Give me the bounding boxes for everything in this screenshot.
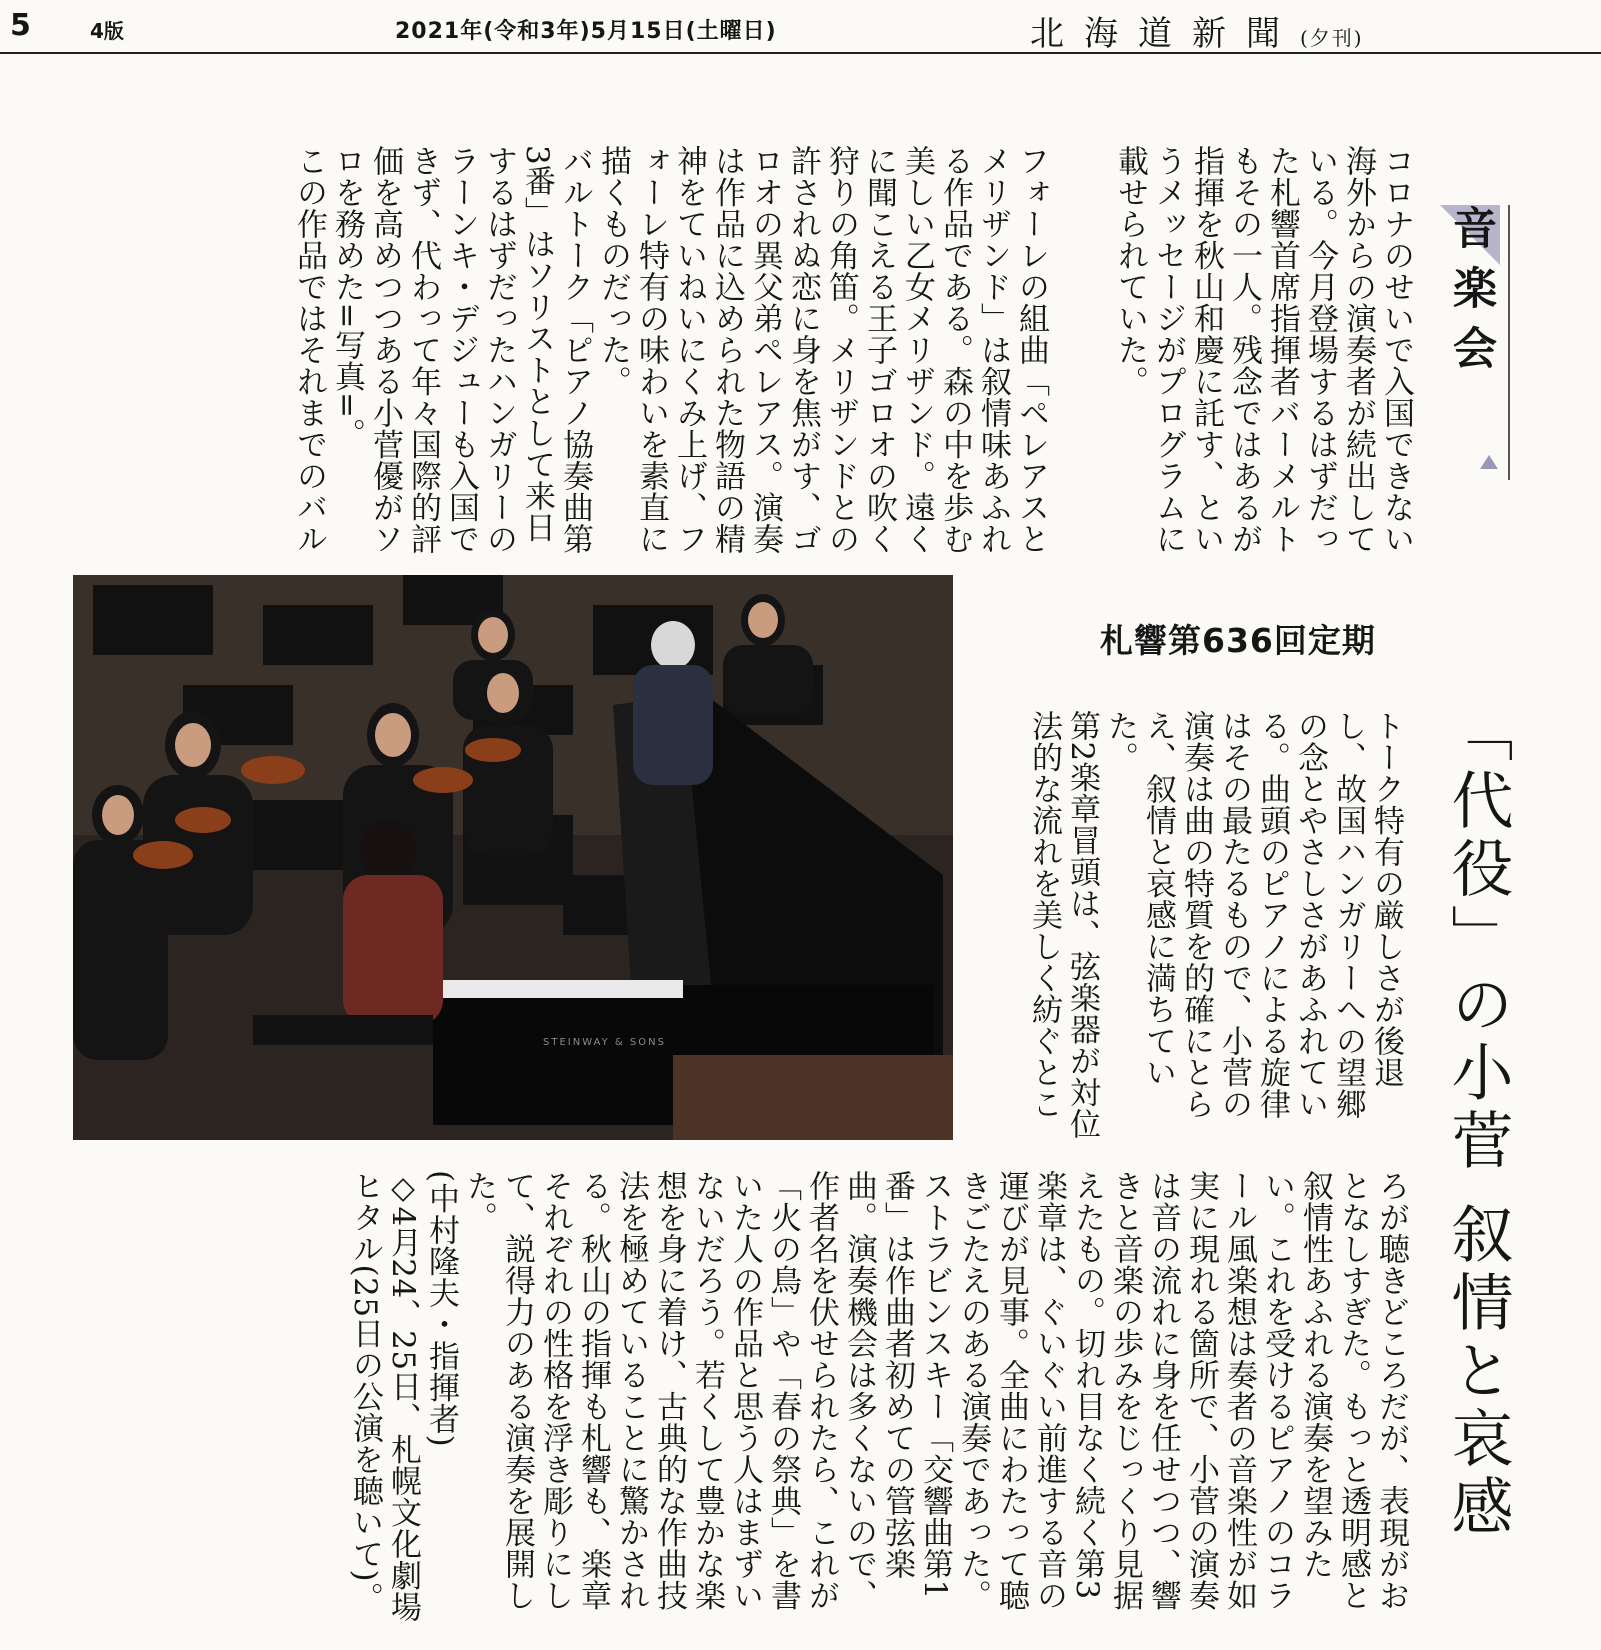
- edition-label: 4版: [90, 19, 124, 43]
- article-column-3: [965, 710, 1405, 1150]
- paragraph-7: ろが聴きどころだが、表現がおとなしすぎた。もっと透明感と叙情性あふれる演奏を望みたい。これを受けるピアノのコラール風楽想は奏者の音楽性が如実に現れる箇所で、小菅の演奏は音の流れに身を任せつつ、響きと音楽の歩みをじっくり見据えたもの。切れ目なく続く第3楽章は、ぐいぐい前進する音の運びが見事。全曲にわたって聴きごたえのある演奏であった。: [955, 1170, 1409, 1611]
- masthead: [0, 0, 1601, 54]
- paragraph-1: コロナのせいで入国できない海外からの演奏者が続出している。今月登場するはずだった札響首席指揮者バーメルトもその一人。残念ではあるが指揮を秋山和慶に託す、というメッセージがプログラムに載せられていた。: [1112, 145, 1414, 555]
- category-small-triangle-icon: [1480, 455, 1498, 469]
- newspaper-name: [1030, 6, 1364, 55]
- page-number: 5: [10, 8, 31, 43]
- publication-date: 2021年(令和3年)5月15日(土曜日): [395, 19, 777, 44]
- paragraph-3: バルトーク「ピアノ協奏曲第3番」はソリストとして来日するはずだったハンガリーのラーンキ・デジューも入国できず、代わって年々国際的評価を高めつつある小菅優がソロを務めた=写真=。: [329, 145, 593, 555]
- article-headline: 「代役」の小菅 叙情と哀感: [1441, 700, 1514, 1542]
- concert-photo-illustration: [73, 575, 953, 1140]
- event-note: ◇4月24、25日、札幌文化劇場ヒタル(25日の公演を聴いて)。: [347, 1170, 421, 1623]
- piano-brand-text: STEINWAY & SONS: [543, 1037, 666, 1048]
- paragraph-4: この作品ではそれまでのバル: [291, 145, 327, 555]
- category-divider: [1508, 205, 1510, 480]
- paragraph-6: 第2楽章冒頭は、弦楽器が対位法的な流れを美しく紡ぐとこ: [1026, 710, 1100, 1140]
- byline: (中村隆夫・指揮者): [423, 1170, 459, 1448]
- newspaper-suffix: (夕刊): [1300, 26, 1364, 50]
- article-column-2: [80, 145, 1050, 565]
- concert-photo: [73, 575, 953, 1140]
- article-column-1: [1050, 145, 1415, 565]
- category-label: 音楽会: [1445, 205, 1496, 385]
- newspaper-title: 北海道新聞: [1030, 14, 1300, 54]
- paragraph-2: フォーレの組曲「ペレアスとメリザンド」は叙情味あふれる作品である。森の中を歩む美しい乙女メリザンド。遠くに聞こえる王子ゴロオの吹く狩りの角笛。メリザンドとの許されぬ恋に身を焦がす、ゴロオの異父弟ペレアス。演奏は作品に込められた物語の精神をていねいにくみ上げ、フォーレ特有の味わいを素直に描くものだった。: [595, 145, 1049, 555]
- article-column-4: [80, 1170, 1410, 1630]
- paragraph-5: トーク特有の厳しさが後退し、故国ハンガリーへの望郷の念とやさしさがあふれている。曲頭のピアノによる旋律はその最たるもので、小菅の演奏は曲の特質を的確にとらえ、叙情と哀感に満ちていた。: [1102, 710, 1404, 1120]
- paragraph-8: ストラビンスキー「交響曲第1番」は作曲者初めての管弦楽曲。演奏機会は多くないので、作者名を伏せられたら、これが「火の鳥」や「春の祭典」を書いた人の作品と思う人はまずいないだろう。若くして豊かな楽想を身に着け、古典的な作曲技法を極めていることに驚かされる。秋山の指揮も札響も、楽章それぞれの性格を浮き彫りにして、説得力のある演奏を展開した。: [461, 1170, 953, 1611]
- article-subhead: 札響第636回定期: [1100, 621, 1376, 660]
